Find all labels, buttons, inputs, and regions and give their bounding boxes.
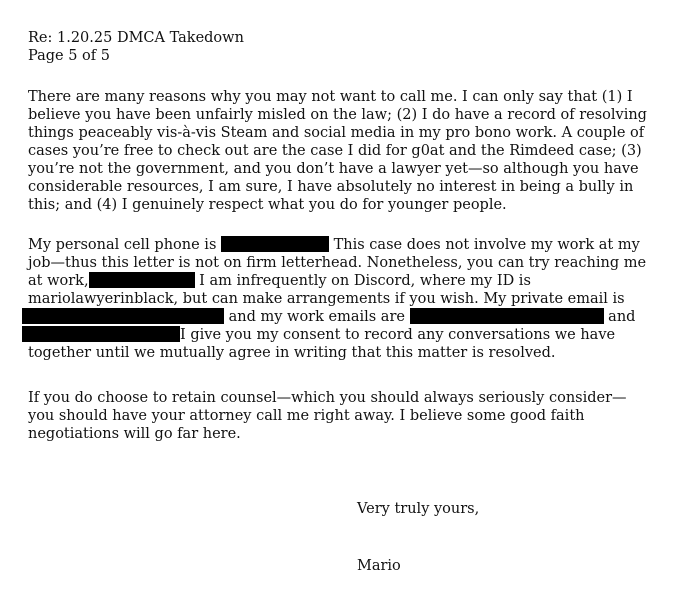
paragraph-line: this; and (4) I genuinely respect what you do for younger people. — [28, 197, 507, 213]
redaction-private-email — [22, 308, 224, 324]
letter-header — [28, 29, 244, 65]
text-fragment: I give you my consent to record any conversations we have — [180, 327, 616, 343]
text-fragment: and my work emails are — [224, 309, 410, 325]
paragraph-line: negotiations will go far here. — [28, 426, 241, 442]
paragraph-line: you’re not the government, and you don’t have a lawyer yet—so although you have — [28, 161, 639, 177]
paragraph-line — [28, 308, 648, 326]
paragraph-contact — [28, 236, 648, 362]
paragraph-line — [28, 272, 648, 290]
paragraph-line: mariolawyerinblack, but can make arrangements if you wish. My private email is — [28, 291, 625, 307]
paragraph-reasons — [28, 88, 648, 214]
paragraph-line: If you do choose to retain counsel—which you should always seriously consider— — [28, 390, 627, 406]
paragraph-line: considerable resources, I am sure, I have absolutely no interest in being a bully in — [28, 179, 634, 195]
redaction-work-phone — [89, 272, 195, 288]
paragraph-line: cases you’re free to check out are the case I did for g0at and the Rimdeed case; (3) — [28, 143, 642, 159]
paragraph-line: job—thus this letter is not on firm letterhead. Nonetheless, you can try reaching me — [28, 255, 647, 271]
paragraph-line: together until we mutually agree in writing that this matter is resolved. — [28, 345, 556, 361]
redaction-work-emails — [410, 308, 604, 324]
text-fragment: at work, — [28, 273, 89, 289]
paragraph-line: things peaceably vis-à-vis Steam and social media in my pro bono work. A couple of — [28, 125, 645, 141]
re-line: Re: 1.20.25 DMCA Takedown — [28, 30, 244, 46]
redaction-work-emails-cont — [22, 326, 180, 342]
page-number: Page 5 of 5 — [28, 48, 110, 64]
paragraph-line: you should have your attorney call me right away. I believe some good faith — [28, 408, 585, 424]
signature-name: Mario — [357, 558, 401, 574]
paragraph-line: There are many reasons why you may not want to call me. I can only say that (1) I — [28, 89, 633, 105]
text-fragment: and — [603, 309, 636, 325]
paragraph-line — [28, 236, 648, 254]
redaction-phone — [221, 236, 329, 252]
text-fragment: My personal cell phone is — [28, 237, 221, 253]
paragraph-line — [28, 326, 648, 344]
text-fragment: I am infrequently on Discord, where my ID is — [194, 273, 531, 289]
valediction: Very truly yours, — [357, 501, 480, 517]
paragraph-line: believe you have been unfairly misled on the law; (2) I do have a record of resolving — [28, 107, 647, 123]
text-fragment: This case does not involve my work at my — [329, 237, 640, 253]
paragraph-counsel — [28, 389, 648, 443]
